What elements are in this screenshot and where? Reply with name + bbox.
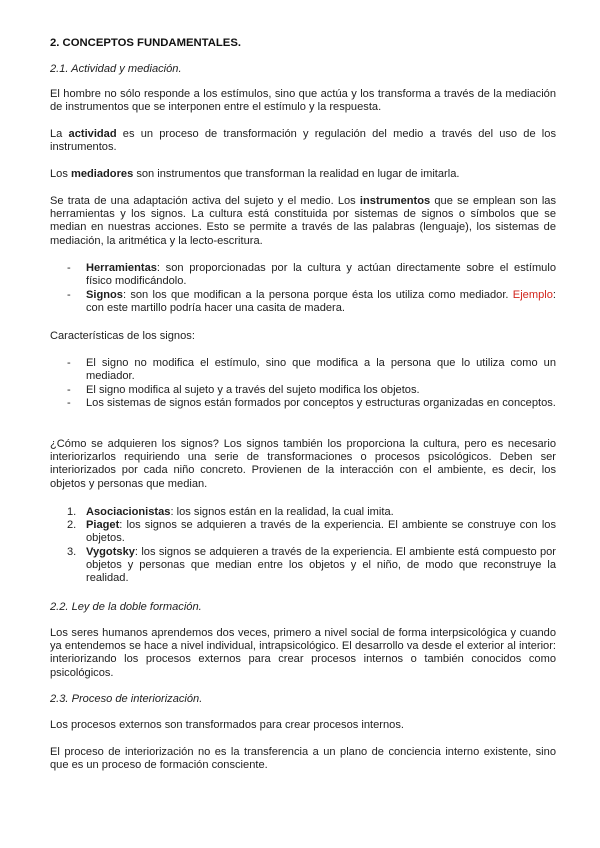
list-marker: - — [67, 289, 71, 301]
list-item-herramientas: Herramientas: son proporcionadas por la cultura y actúan directamente sobre el estímulo físico modificándolo. — [86, 262, 556, 288]
list-item-sign-2: El signo modifica al sujeto y a través del sujeto modifica los objetos. — [86, 384, 420, 396]
list-item-piaget: Piaget: los signos se adquieren a través de la experiencia. El ambiente se construye con los objetos. — [86, 519, 556, 545]
term-actividad: actividad — [68, 128, 117, 140]
section-2-2-title: 2.2. Ley de la doble formación. — [50, 601, 202, 613]
paragraph-mediators: Los mediadores son instrumentos que transforman la realidad en lugar de imitarla. — [50, 168, 460, 180]
list-number: 3. — [67, 546, 77, 558]
list-marker: - — [67, 397, 71, 409]
term-mediadores: mediadores — [70, 168, 134, 180]
list-item-asociacionistas: Asociacionistas: los signos están en la realidad, la cual imita. — [86, 506, 394, 518]
list-item-signos: Signos: son los que modifican a la persona porque ésta los utiliza como mediador. Ejemplo: con este martillo podría hacer una casita de madera. — [86, 289, 556, 315]
paragraph-mediation: El hombre no sólo responde a los estímulos, sino que actúa y los transforma a través de la mediación de instrumentos que se interponen entre el estímulo y la respuesta. — [50, 88, 556, 114]
list-marker: - — [67, 384, 71, 396]
list-number: 2. — [67, 519, 77, 531]
paragraph-activity: La actividad es un proceso de transformación y regulación del medio a través del uso de los instrumentos. — [50, 128, 556, 154]
document-heading: 2. CONCEPTOS FUNDAMENTALES. — [50, 37, 242, 49]
list-number: 1. — [67, 506, 77, 518]
list-item-vygotsky: Vygotsky: los signos se adquieren a través de la experiencia. El ambiente está compuesto por objetos y personas que median entre los objetos y el niño, de modo que reconstruye la realidad. — [86, 546, 556, 585]
paragraph-double-formation: Los seres humanos aprendemos dos veces, primero a nivel social de forma interpsicológica y cuando ya entendemos se hace a nivel individual, intrapsicológico. El desarrollo va desde el exterior al interior: interiorizando los procesos externos para crear procesos internos o también conocidos como psicológicos. — [50, 627, 556, 679]
list-item-sign-1: El signo no modifica el estímulo, sino que modifica a la persona que lo utiliza como un mediador. — [86, 357, 556, 383]
list-item-sign-3: Los sistemas de signos están formados por conceptos y estructuras organizadas en conceptos. — [86, 397, 556, 409]
paragraph-internalization-2: El proceso de interiorización no es la transferencia a un plano de conciencia interno existente, sino que es un proceso de formación consciente. — [50, 746, 556, 772]
paragraph-instruments: Se trata de una adaptación activa del sujeto y el medio. Los instrumentos que se emplean son las herramientas y los signos. La cultura está constituida por sistemas de signos o símbolos que se median en nuestras acciones. Esto se permite a través de las palabras (lenguaje), los sistemas de mediación, la aritmética y la lecto-escritura. — [50, 195, 556, 247]
example-label: Ejemplo — [512, 289, 553, 301]
section-2-1-title: 2.1. Actividad y mediación. — [50, 63, 182, 75]
list-marker: - — [67, 357, 71, 369]
paragraph-internalization-1: Los procesos externos son transformados para crear procesos internos. — [50, 719, 404, 731]
signs-intro: Características de los signos: — [50, 330, 195, 342]
term-instrumentos: instrumentos — [359, 195, 431, 207]
paragraph-sign-acquisition: ¿Cómo se adquieren los signos? Los signos también los proporciona la cultura, pero es necesario interiorizarlos requiriendo una serie de transformaciones o procesos psicológicos. Deben ser interiorizados por cada niño concreto. Provienen de la interacción con el ambiente, es decir, los objetos y personas que median. — [50, 438, 556, 490]
section-2-3-title: 2.3. Proceso de interiorización. — [50, 693, 203, 705]
list-marker: - — [67, 262, 71, 274]
